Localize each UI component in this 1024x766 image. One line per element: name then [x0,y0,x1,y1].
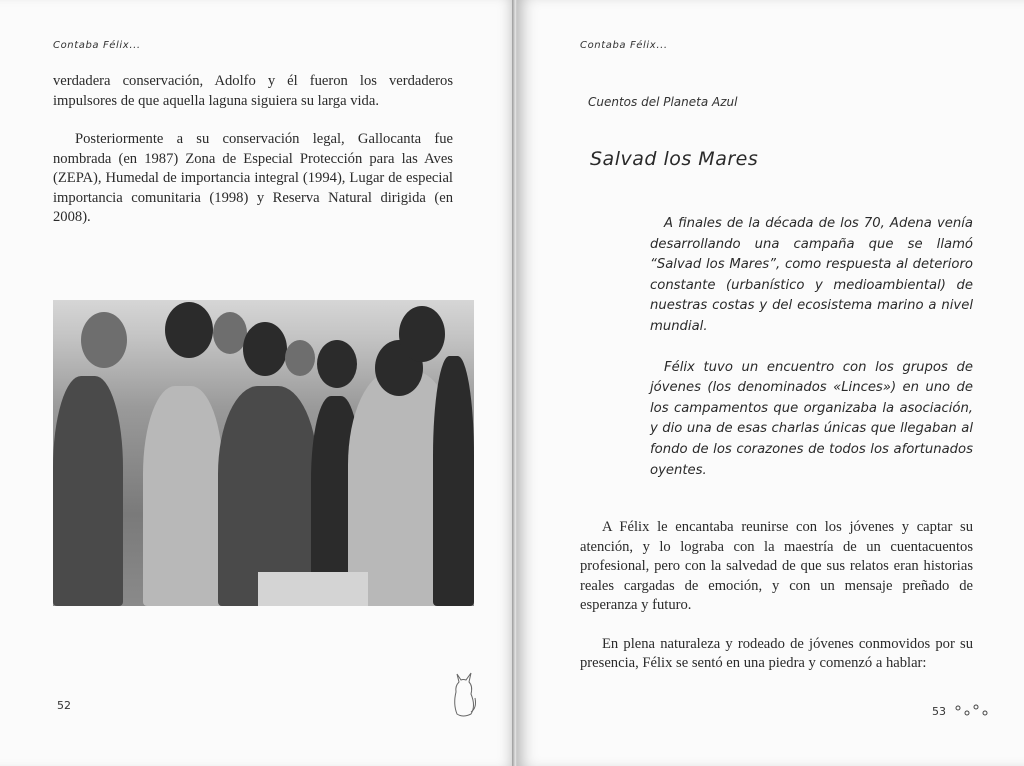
figure-shape [433,356,474,606]
table-shape [258,572,368,606]
right-page [517,0,1024,766]
cat-outline-icon [449,668,479,720]
paragraph: Posteriormente a su conservación legal, Gallocanta fue nombrada (en 1987) Zona de Especial Protección para las Aves (ZEPA), Humedal de importancia integral (1994), Lugar de especial importancia comunitaria (1998) y Reserva Natural dirigida (en 2008). [53,131,453,225]
paragraph: A finales de la década de los 70, Adena venía desarrollando una campaña que se llamó “Salvad los Mares”, como respuesta al deterioro constante (urbanístico y medioambiental) de nuestras costas y del ecosistema marino a nivel mundial. [650,216,973,334]
group-photo [53,300,474,606]
running-head: Contaba Félix... [53,40,141,51]
figure-shape [81,312,127,368]
running-head: Contaba Félix... [580,40,668,51]
left-body-text [53,72,453,228]
figure-shape [143,386,223,606]
paragraph: En plena naturaleza y rodeado de jóvenes conmovidos por su presencia, Félix se sentó en una piedra y comenzó a hablar: [580,635,973,671]
section-label: Cuentos del Planeta Azul [588,95,738,109]
page-number: 53 [932,705,946,718]
paw-prints-icon [954,702,990,718]
right-body-text [580,518,973,674]
figure-shape [165,302,213,358]
figure-shape [243,322,287,376]
chapter-title: Salvad los Mares [590,148,759,170]
paragraph: verdadera conservación, Adolfo y él fueron los verdaderos impulsores de que aquella laguna siguiera su larga vida. [53,73,453,109]
figure-shape [399,306,445,362]
figure-shape [53,376,123,606]
intro-text [650,214,973,481]
page-number: 52 [57,699,71,712]
paragraph: Félix tuvo un encuentro con los grupos de jóvenes (los denominados «Linces») en uno de los campamentos que organizaba la asociación, y dio una de esas charlas únicas que llegaban al fondo de los corazones de todos los afortunados oyentes. [650,359,973,478]
figure-shape [213,312,247,354]
figure-shape [285,340,315,376]
figure-shape [317,340,357,388]
paragraph: A Félix le encantaba reunirse con los jóvenes y captar su atención, y lo lograba con la maestría de un cuentacuentos profesional, pero con la salvedad de que sus relatos eran historias reales cargadas de emoción, y con un mensaje preñado de esperanza y futuro. [580,519,973,613]
